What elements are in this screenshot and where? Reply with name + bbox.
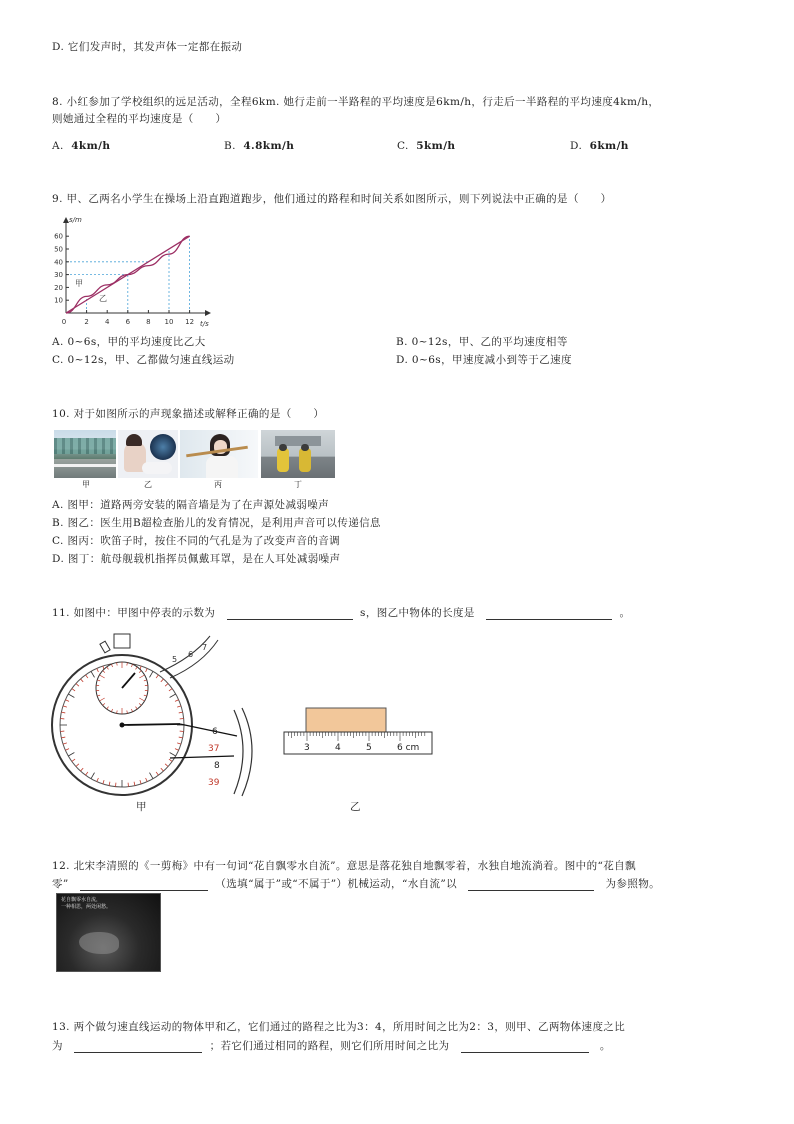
q8-option-b-text: 4.8km/h [243,140,295,152]
ruler-label-4: 4 [335,743,341,753]
q11-stem-part1: 11. 如图中：甲图中停表的示数为 [52,607,216,619]
q8-option-b-key: B. [224,140,236,152]
x-tick-label-4: 4 [104,318,110,326]
q13-blank-time-ratio[interactable] [461,1040,589,1053]
q8-option-a[interactable] [52,139,110,153]
photo-ding-carrier-crew [261,430,335,478]
poem-text-1: 花自飘零水自流， [61,897,102,903]
q11-stem [52,606,630,620]
q12-blank-motion[interactable] [80,878,208,891]
q9-option-d[interactable]: D. 0~6s，甲速度减小到等于乙速度 [396,354,572,366]
magnified-minute-arc [160,636,210,672]
y-tick-label-40: 40 [54,258,63,267]
ruler-figure [282,704,442,764]
poem-text-2: 一种相思，两处闲愁。 [61,904,112,910]
y-tick-label-50: 50 [54,245,63,254]
ruler-label-5: 5 [366,743,372,753]
y-tick-label-30: 30 [54,271,63,280]
y-tick-label-20: 20 [54,283,63,292]
stopwatch-figure [52,630,252,800]
mag-minute-5: 5 [172,655,178,664]
q13-line2-part2: ；若它们通过相同的路程，则它们所用时间之比为 [209,1040,450,1052]
photo-yi-ultrasound [118,430,178,478]
q8-option-b[interactable] [224,139,294,153]
figure-label-yi: 乙 [350,801,361,813]
x-tick-label-2: 2 [84,318,89,326]
origin-label: 0 [61,318,67,326]
series-yi-line [66,236,190,313]
q12-line2 [52,877,660,891]
mag-minute-6: 6 [188,650,194,659]
q13-line2 [52,1039,611,1053]
stopwatch-crown [114,634,130,648]
q12-line2-part2: （选填“属于”或“不属于”）机械运动，“水自流”以 [215,878,458,890]
series-jia-label: 甲 [75,279,83,288]
q8-option-a-key: A. [52,140,64,152]
caption-jia: 甲 [82,480,91,489]
ruler-label-6cm: 6 cm [397,743,420,753]
q11-blank-stopwatch[interactable] [227,607,353,620]
q13-blank-speed-ratio[interactable] [74,1040,202,1053]
magnified-minute-arc-outer [170,640,218,678]
stopwatch-button [100,641,110,653]
measured-block [306,708,386,732]
mag-scale-39: 39 [208,778,220,788]
mag-minute-7: 7 [202,643,208,652]
y-axis-label: s/m [69,216,82,224]
q8-option-d-text: 6km/h [589,140,629,152]
st-chart [42,212,212,328]
q8-option-c[interactable] [397,139,455,153]
q9-stem: 9. 甲、乙两名小学生在操场上沿直跑道跑步，他们通过的路程和时间关系如图所示，则下列说法中正确的是（ ） [52,193,612,205]
q12-line1: 12. 北宋李清照的《一剪梅》中有一句词“花自飘零水自流”。意思是落花独自地飘零着，水独自地流淌着。图中的“花自飘 [52,860,636,872]
q9-option-b[interactable]: B. 0~12s，甲、乙的平均速度相等 [396,336,568,348]
caption-bing: 丙 [214,480,223,489]
x-axis-label: t/s [200,320,209,328]
x-tick-label-10: 10 [164,318,174,326]
caption-ding: 丁 [294,480,303,489]
q9-option-a[interactable]: A. 0~6s，甲的平均速度比乙大 [52,336,206,348]
q12-line2-part1: 零” [52,878,69,890]
photo-jia-highway-barrier [54,430,116,478]
mag-scale-37: 37 [208,744,220,754]
q10-stem: 10. 对于如图所示的声现象描述或解释正确的是（ ） [52,408,325,420]
q8-option-c-key: C. [397,140,409,152]
q8-option-d[interactable] [570,139,629,153]
q8-option-d-key: D. [570,140,583,152]
q10-option-a[interactable]: A. 图甲：道路两旁安装的隔音墙是为了在声源处减弱噪声 [52,499,330,511]
q8-stem-line2: 则她通过全程的平均速度是（ ） [52,113,227,125]
figure-label-jia: 甲 [136,801,147,813]
q13-line2-part3: 。 [599,1040,611,1052]
mag-scale-8: 8 [214,761,220,771]
stopwatch-hub [120,723,125,728]
y-tick-label-60: 60 [54,232,63,241]
stopwatch-second-hand [122,724,180,725]
q10-option-b[interactable]: B. 图乙：医生用B超检查胎儿的发育情况，是利用声音可以传递信息 [52,517,381,529]
q7-option-d: D. 它们发声时，其发声体一定都在振动 [52,41,243,53]
magnified-second-arc [234,710,243,794]
q12-line2-part3: 为参照物。 [605,878,661,890]
caption-yi: 乙 [144,480,153,489]
q8-option-c-text: 5km/h [416,140,456,152]
ruler-label-3: 3 [304,743,310,753]
photo-bing-flute [180,430,258,478]
x-tick-label-8: 8 [146,318,151,326]
q11-stem-part2: s，图乙中物体的长度是 [360,607,475,619]
x-tick-label-6: 6 [125,318,131,326]
q10-option-d[interactable]: D. 图丁：航母舰载机指挥员佩戴耳罩，是在人耳处减弱噪声 [52,553,341,565]
x-tick-label-12: 12 [185,318,195,326]
y-tick-label-10: 10 [54,296,63,305]
q13-line1: 13. 两个做匀速直线运动的物体甲和乙，它们通过的路程之比为3：4，所用时间之比为2：3，则甲、乙两物体速度之比 [52,1021,626,1033]
poem-illustration [56,893,161,972]
q13-line2-part1: 为 [52,1040,63,1052]
q10-option-c[interactable]: C. 图丙：吹笛子时，按住不同的气孔是为了改变声音的音调 [52,535,341,547]
q11-stem-end: 。 [619,607,631,619]
q8-stem-line1: 8. 小红参加了学校组织的远足活动，全程6km. 她行走前一半路程的平均速度是6km/h，行走后一半路程的平均速度4km/h， [52,96,660,108]
q12-blank-reference[interactable] [468,878,594,891]
q8-option-a-text: 4km/h [71,140,111,152]
mag-scale-6: 6 [212,727,218,737]
series-yi-label: 乙 [99,294,107,303]
q11-blank-length[interactable] [486,607,612,620]
q9-option-c[interactable]: C. 0~12s，甲、乙都做匀速直线运动 [52,354,235,366]
